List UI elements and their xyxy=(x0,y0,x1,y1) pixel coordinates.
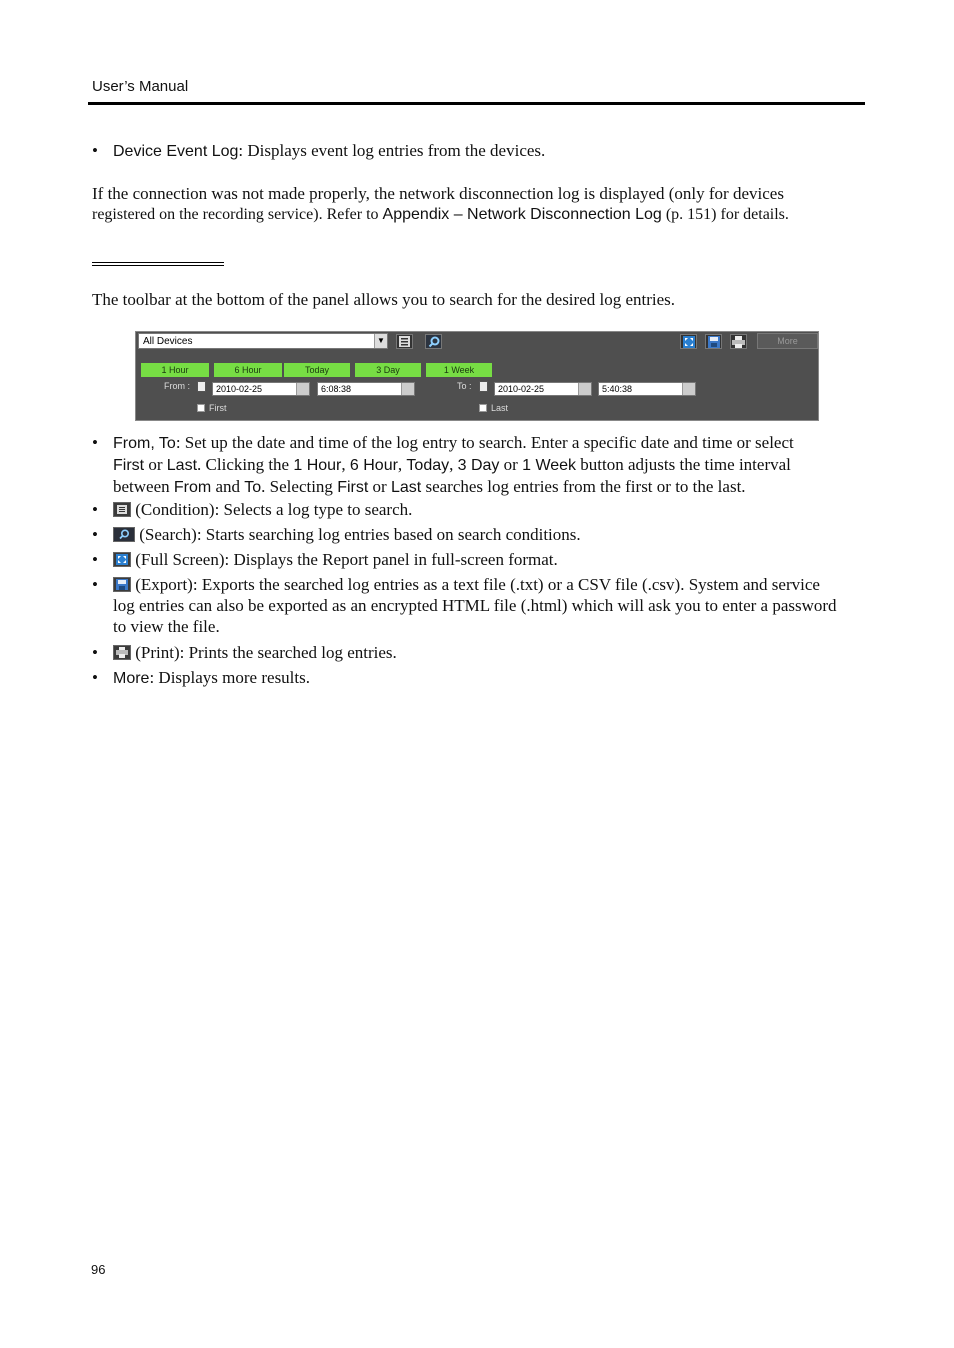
term-1-hour: 1 Hour xyxy=(293,457,342,474)
from-date-spinner[interactable] xyxy=(296,383,309,395)
calendar-icon[interactable] xyxy=(197,381,206,392)
from-label: From : xyxy=(164,381,190,391)
term-more: More xyxy=(113,670,150,687)
to-date-spinner[interactable] xyxy=(578,383,591,395)
term-from: From xyxy=(173,479,212,496)
disconnection-line1: If the connection was not made properly, the network disconnection log is displayed (only for devices xyxy=(92,184,784,203)
save-icon xyxy=(113,577,131,592)
term-last: Last xyxy=(166,457,198,474)
to-time-value: 5:40:38 xyxy=(602,384,633,394)
chevron-down-icon[interactable]: ▼ xyxy=(374,334,387,348)
quick-1-hour-button[interactable]: 1 Hour xyxy=(141,363,209,377)
fullscreen-button[interactable] xyxy=(680,334,697,349)
export-button[interactable] xyxy=(705,334,722,349)
first-label: First xyxy=(209,403,227,413)
text: , xyxy=(397,455,407,474)
fullscreen-desc: (Full Screen): Displays the Report panel in full-screen format. xyxy=(131,550,558,569)
to-date-field[interactable] xyxy=(494,382,592,396)
more-desc: : Displays more results. xyxy=(149,668,310,687)
disconnection-paragraph xyxy=(92,183,867,225)
bullet-dot: • xyxy=(92,575,98,594)
text: , xyxy=(341,455,350,474)
appendix-link[interactable]: Appendix – Network Disconnection Log xyxy=(382,206,662,223)
header-rule xyxy=(88,102,865,105)
term-to: To xyxy=(244,479,262,496)
bullet-dot: • xyxy=(92,643,98,662)
disconnection-line2a: registered on the recording service). Refer to xyxy=(92,206,383,223)
printer-icon xyxy=(113,645,131,660)
to-label: To : xyxy=(457,381,472,391)
from-time-field[interactable] xyxy=(317,382,415,396)
from-date-field[interactable] xyxy=(212,382,310,396)
disconnection-line2b: (p. 151) for details. xyxy=(661,206,789,223)
printer-icon xyxy=(732,336,745,348)
text: or xyxy=(368,477,391,496)
print-desc: (Print): Prints the searched log entries. xyxy=(131,643,397,662)
text: between xyxy=(113,477,174,496)
term-first: First xyxy=(113,457,145,474)
list-icon xyxy=(399,336,410,347)
term-3-day: 3 Day xyxy=(457,457,500,474)
list-icon xyxy=(113,502,131,517)
text: . Selecting xyxy=(261,477,338,496)
text: button adjusts the time interval xyxy=(576,455,791,474)
search-desc: (Search): Starts searching log entries based on search conditions. xyxy=(135,525,581,544)
text: and xyxy=(211,477,245,496)
bullet-dot: • xyxy=(92,550,98,569)
bullet-dot: • xyxy=(92,433,98,452)
log-search-toolbar xyxy=(135,331,819,421)
export-line1: (Export): Exports the searched log entries as a text file (.txt) or a CSV file (.csv). System and service xyxy=(131,575,820,594)
fullscreen-icon xyxy=(683,336,695,348)
search-icon xyxy=(428,336,440,348)
term-first: First xyxy=(337,479,369,496)
term-last: Last xyxy=(390,479,422,496)
quick-1-week-button[interactable]: 1 Week xyxy=(426,363,492,377)
condition-button[interactable] xyxy=(396,334,413,349)
toolbar-intro: The toolbar at the bottom of the panel allows you to search for the desired log entries. xyxy=(92,290,676,309)
bullet-dot: • xyxy=(92,668,98,687)
device-select-value: All Devices xyxy=(143,336,193,347)
last-checkbox[interactable] xyxy=(479,404,487,412)
text: . Clicking the xyxy=(197,455,294,474)
export-line2: log entries can also be exported as an encrypted HTML file (.html) which will ask you to enter a password xyxy=(113,596,837,615)
to-time-spinner[interactable] xyxy=(682,383,695,395)
running-header: User’s Manual xyxy=(92,78,189,95)
to-time-field[interactable] xyxy=(598,382,696,396)
bullet-dot: • xyxy=(92,141,98,160)
to-date-value: 2010-02-25 xyxy=(498,384,545,394)
condition-desc: (Condition): Selects a log type to search. xyxy=(131,500,413,519)
text: or xyxy=(499,455,523,474)
bullet-dot: • xyxy=(92,525,98,544)
page-number: 96 xyxy=(91,1262,106,1277)
calendar-icon[interactable] xyxy=(479,381,488,392)
text: or xyxy=(144,455,167,474)
search-button[interactable] xyxy=(425,334,442,349)
term-today: Today xyxy=(406,457,450,474)
term-from-to: From, To xyxy=(113,435,176,452)
print-button[interactable] xyxy=(730,334,747,349)
more-button[interactable]: More xyxy=(757,333,818,349)
text: , xyxy=(449,455,458,474)
last-label: Last xyxy=(491,403,509,413)
section-heading-rule xyxy=(92,262,224,266)
bullet-dot: • xyxy=(92,500,98,519)
term-1-week: 1 Week xyxy=(522,457,577,474)
export-line3: to view the file. xyxy=(113,617,220,636)
save-icon xyxy=(708,336,720,348)
term-device-event-log: Device Event Log xyxy=(113,143,239,160)
from-time-spinner[interactable] xyxy=(401,383,414,395)
term-6-hour: 6 Hour xyxy=(349,457,398,474)
text: searches log entries from the first or to the last. xyxy=(421,477,746,496)
quick-3-day-button[interactable]: 3 Day xyxy=(355,363,421,377)
from-date-value: 2010-02-25 xyxy=(216,384,263,394)
search-icon xyxy=(113,527,135,542)
quick-6-hour-button[interactable]: 6 Hour xyxy=(214,363,282,377)
device-event-log-desc: : Displays event log entries from the devices. xyxy=(238,141,546,160)
from-time-value: 6:08:38 xyxy=(321,384,352,394)
quick-today-button[interactable]: Today xyxy=(284,363,350,377)
fullscreen-icon xyxy=(113,552,131,567)
first-checkbox[interactable] xyxy=(197,404,205,412)
device-select[interactable] xyxy=(138,333,388,349)
from-to-line1: : Set up the date and time of the log entry to search. Enter a specific date and time or select xyxy=(175,433,794,452)
